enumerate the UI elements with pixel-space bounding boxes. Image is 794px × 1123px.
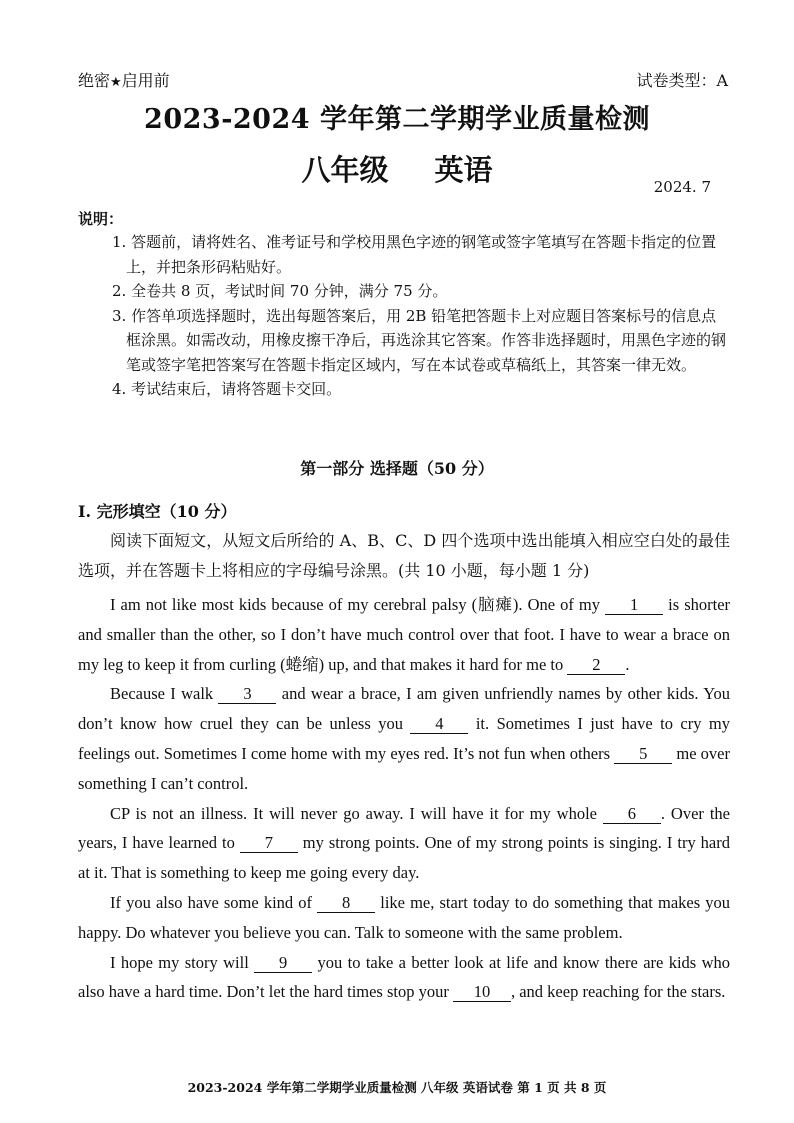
- blank-3: 3: [218, 685, 276, 704]
- section-instructions: 阅读下面短文，从短文后所给的 A、B、C、D 四个选项中选出能填入相应空白处的最佳选项，并在答题卡上将相应的字母编号涂黑。(共 10 小题，每小题 1 分): [78, 531, 730, 580]
- notes-heading: 说明：: [78, 210, 124, 228]
- passage-paragraph: If you also have some kind of 8 like me, start today to do something that makes you happy. Do whatever you believe you can. Talk to someone with the same problem.: [78, 892, 730, 942]
- blank-5: 5: [614, 745, 672, 764]
- note-item: 4. 考试结束后，请将答题卡交回。: [112, 380, 342, 398]
- exam-date: 2024. 7: [653, 178, 711, 196]
- passage-paragraph: CP is not an illness. It will never go away. I will have it for my whole 6 . Over the years, I have learned to 7 my strong points. One of my strong points is singing. I try hard at it. That is something to keep me going every day.: [78, 803, 730, 883]
- section-title: I. 完形填空（10 分）: [78, 502, 237, 521]
- cloze-passage: [78, 590, 730, 1007]
- blank-1: 1: [605, 596, 663, 615]
- confidential-label: 绝密★启用前: [78, 71, 170, 90]
- note-item: 2. 全卷共 8 页，考试时间 70 分钟，满分 75 分。: [112, 282, 448, 300]
- grade: 八年级: [301, 153, 389, 187]
- blank-7: 7: [240, 834, 298, 853]
- page-footer: 2023-2024 学年第二学期学业质量检测 八年级 英语试卷 第 1 页 共 8 页: [187, 1080, 607, 1095]
- subject: 英语: [434, 153, 493, 187]
- blank-4: 4: [410, 715, 468, 734]
- paper-type: 试卷类型：A: [636, 71, 728, 90]
- passage-paragraph: Because I walk 3 and wear a brace, I am given unfriendly names by other kids. You don’t know how cruel they can be unless you 4 it. Sometimes I just have to cry my feelings out. Sometimes I come home with my eyes red. It’s not fun when others 5 me over something I can’t control.: [78, 684, 730, 793]
- blank-6: 6: [603, 805, 661, 824]
- blank-2: 2: [567, 656, 625, 675]
- part-heading: 第一部分 选择题（50 分）: [300, 459, 494, 478]
- exam-title: 2023-2024 学年第二学期学业质量检测: [144, 104, 650, 135]
- passage-paragraph: I hope my story will 9 you to take a better look at life and know there are kids who also have a hard time. Don’t let the hard times stop your 10 , and keep reaching for the stars.: [78, 952, 730, 1002]
- star-icon: ★: [110, 75, 122, 90]
- notes-list: [112, 230, 730, 402]
- note-item: 3. 作答单项选择题时，选出每题答案后，用 2B 铅笔把答题卡上对应题目答案标号的信息点框涂黑。如需改动，用橡皮擦干净后，再选涂其它答案。作答非选择题时，用黑色字迹的钢笔或签字笔把答案写在答题卡指定区域内，写在本试卷或草稿纸上，其答案一律无效。: [112, 306, 727, 374]
- blank-8: 8: [317, 894, 375, 913]
- blank-9: 9: [254, 954, 312, 973]
- blank-10: 10: [453, 983, 511, 1002]
- note-item: 1. 答题前，请将姓名、准考证号和学校用黑色字迹的钢笔或签字笔填写在答题卡指定的位置上，并把条形码粘贴好。: [112, 233, 717, 276]
- passage-paragraph: I am not like most kids because of my cerebral palsy (脑瘫). One of my 1 is shorter and smaller than the other, so I don’t have much control over that foot. I have to wear a brace on my leg to keep it from curling (蜷缩) up, and that makes it hard for me to 2 .: [78, 595, 731, 674]
